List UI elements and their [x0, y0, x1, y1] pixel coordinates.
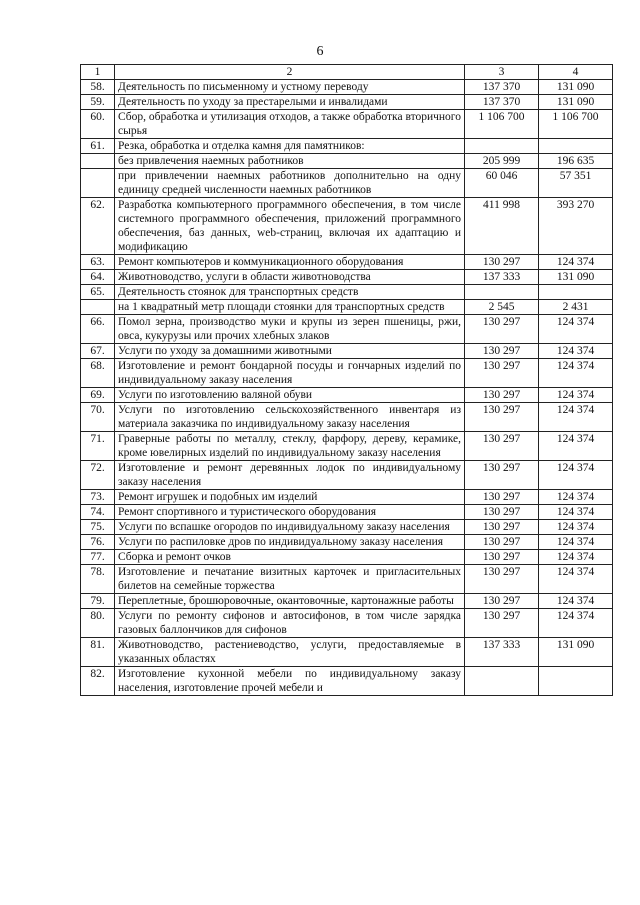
table-row — [81, 565, 613, 594]
table-row — [81, 270, 613, 285]
value-col-3 — [465, 667, 539, 696]
row-description: Изготовление и печатание визитных карточек и пригласительных билетов на семейные торжества — [115, 565, 465, 594]
row-number: 74. — [81, 505, 115, 520]
row-description: Помол зерна, производство муки и крупы из зерен пшеницы, ржи, овса, кукурузы или прочих хлебных злаков — [115, 315, 465, 344]
row-number: 66. — [81, 315, 115, 344]
table-row — [81, 95, 613, 110]
header-cell-4: 4 — [539, 65, 613, 80]
table-row — [81, 403, 613, 432]
row-description: Сборка и ремонт очков — [115, 550, 465, 565]
row-description: Деятельность стоянок для транспортных средств — [115, 285, 465, 300]
table-row — [81, 520, 613, 535]
row-number: 76. — [81, 535, 115, 550]
row-description: Деятельность по письменному и устному переводу — [115, 80, 465, 95]
value-col-4: 1 106 700 — [539, 110, 613, 139]
value-col-4: 124 374 — [539, 550, 613, 565]
value-col-3: 411 998 — [465, 198, 539, 255]
value-col-4: 124 374 — [539, 535, 613, 550]
value-col-4: 131 090 — [539, 95, 613, 110]
value-col-4: 124 374 — [539, 520, 613, 535]
row-description: без привлечения наемных работников — [115, 154, 465, 169]
row-number: 70. — [81, 403, 115, 432]
row-number — [81, 169, 115, 198]
row-description: Животноводство, растениеводство, услуги, предоставляемые в указанных областях — [115, 638, 465, 667]
value-col-3: 130 297 — [465, 388, 539, 403]
value-col-4: 124 374 — [539, 359, 613, 388]
value-col-4: 124 374 — [539, 490, 613, 505]
row-number: 59. — [81, 95, 115, 110]
table-row — [81, 461, 613, 490]
value-col-3: 130 297 — [465, 505, 539, 520]
value-col-4: 393 270 — [539, 198, 613, 255]
value-col-3: 130 297 — [465, 432, 539, 461]
value-col-3: 130 297 — [465, 550, 539, 565]
value-col-3: 2 545 — [465, 300, 539, 315]
value-col-3: 130 297 — [465, 565, 539, 594]
value-col-4: 124 374 — [539, 505, 613, 520]
tariff-table — [80, 64, 613, 696]
row-number: 61. — [81, 139, 115, 154]
value-col-4: 124 374 — [539, 344, 613, 359]
value-col-4: 131 090 — [539, 270, 613, 285]
table-row — [81, 667, 613, 696]
row-number: 67. — [81, 344, 115, 359]
value-col-4: 124 374 — [539, 403, 613, 432]
row-number: 72. — [81, 461, 115, 490]
row-number: 79. — [81, 594, 115, 609]
row-description: Изготовление кухонной мебели по индивидуальному заказу населения, изготовление прочей мебели и — [115, 667, 465, 696]
value-col-4: 124 374 — [539, 461, 613, 490]
row-description: Резка, обработка и отделка камня для памятников: — [115, 139, 465, 154]
value-col-4: 124 374 — [539, 609, 613, 638]
value-col-3: 130 297 — [465, 403, 539, 432]
value-col-4: 131 090 — [539, 80, 613, 95]
value-col-3: 130 297 — [465, 609, 539, 638]
row-number: 80. — [81, 609, 115, 638]
value-col-4: 124 374 — [539, 594, 613, 609]
row-description: Граверные работы по металлу, стеклу, фарфору, дереву, керамике, кроме ювелирных изделий по индивидуальному заказу населения — [115, 432, 465, 461]
table-row — [81, 255, 613, 270]
table-row — [81, 285, 613, 300]
value-col-4 — [539, 285, 613, 300]
row-description: Разработка компьютерного программного обеспечения, в том числе системного программного обеспечения, приложений программного обеспечения, баз данных, web-страниц, включая их адаптацию и модификацию — [115, 198, 465, 255]
value-col-3 — [465, 285, 539, 300]
header-cell-2: 2 — [115, 65, 465, 80]
value-col-3: 137 333 — [465, 638, 539, 667]
row-number: 65. — [81, 285, 115, 300]
table-row — [81, 388, 613, 403]
row-number: 62. — [81, 198, 115, 255]
row-description: Животноводство, услуги в области животноводства — [115, 270, 465, 285]
value-col-3: 130 297 — [465, 255, 539, 270]
row-number: 68. — [81, 359, 115, 388]
value-col-3: 137 370 — [465, 80, 539, 95]
row-description: Услуги по вспашке огородов по индивидуальному заказу населения — [115, 520, 465, 535]
value-col-3: 130 297 — [465, 359, 539, 388]
row-number: 82. — [81, 667, 115, 696]
row-description: Изготовление и ремонт деревянных лодок по индивидуальному заказу населения — [115, 461, 465, 490]
row-description: Ремонт игрушек и подобных им изделий — [115, 490, 465, 505]
table-row — [81, 609, 613, 638]
table-row — [81, 505, 613, 520]
table-row — [81, 344, 613, 359]
table-row — [81, 594, 613, 609]
header-cell-3: 3 — [465, 65, 539, 80]
value-col-3: 130 297 — [465, 461, 539, 490]
row-description: Услуги по распиловке дров по индивидуальному заказу населения — [115, 535, 465, 550]
value-col-3: 130 297 — [465, 520, 539, 535]
table-row — [81, 300, 613, 315]
row-number: 60. — [81, 110, 115, 139]
header-cell-1: 1 — [81, 65, 115, 80]
table-row — [81, 198, 613, 255]
table-row — [81, 535, 613, 550]
row-number: 81. — [81, 638, 115, 667]
value-col-3: 130 297 — [465, 594, 539, 609]
table-row — [81, 315, 613, 344]
value-col-4: 131 090 — [539, 638, 613, 667]
row-description: Ремонт компьютеров и коммуникационного оборудования — [115, 255, 465, 270]
row-number: 64. — [81, 270, 115, 285]
table-row — [81, 169, 613, 198]
page-number: 6 — [316, 44, 324, 59]
table-row — [81, 110, 613, 139]
value-col-3 — [465, 139, 539, 154]
value-col-3: 130 297 — [465, 535, 539, 550]
row-number: 69. — [81, 388, 115, 403]
row-number: 63. — [81, 255, 115, 270]
value-col-3: 205 999 — [465, 154, 539, 169]
table-row — [81, 359, 613, 388]
value-col-3: 130 297 — [465, 490, 539, 505]
value-col-4: 124 374 — [539, 432, 613, 461]
row-number: 77. — [81, 550, 115, 565]
row-description: Сбор, обработка и утилизация отходов, а также обработка вторичного сырья — [115, 110, 465, 139]
value-col-4: 57 351 — [539, 169, 613, 198]
row-number: 73. — [81, 490, 115, 505]
table-row — [81, 154, 613, 169]
value-col-3: 137 333 — [465, 270, 539, 285]
row-description: Переплетные, брошюровочные, окантовочные, картонажные работы — [115, 594, 465, 609]
value-col-4: 124 374 — [539, 565, 613, 594]
value-col-3: 130 297 — [465, 344, 539, 359]
table-row — [81, 432, 613, 461]
row-number: 58. — [81, 80, 115, 95]
value-col-4: 124 374 — [539, 255, 613, 270]
row-description: Услуги по ремонту сифонов и автосифонов, в том числе зарядка газовых баллончиков для сифонов — [115, 609, 465, 638]
value-col-4 — [539, 667, 613, 696]
value-col-3: 130 297 — [465, 315, 539, 344]
value-col-3: 137 370 — [465, 95, 539, 110]
value-col-3: 60 046 — [465, 169, 539, 198]
value-col-4: 124 374 — [539, 315, 613, 344]
row-description: Услуги по уходу за домашними животными — [115, 344, 465, 359]
row-number: 78. — [81, 565, 115, 594]
value-col-3: 1 106 700 — [465, 110, 539, 139]
table-row — [81, 490, 613, 505]
table-row — [81, 80, 613, 95]
row-description: на 1 квадратный метр площади стоянки для транспортных средств — [115, 300, 465, 315]
table-row — [81, 638, 613, 667]
row-description: Ремонт спортивного и туристического оборудования — [115, 505, 465, 520]
value-col-4: 196 635 — [539, 154, 613, 169]
row-description: Услуги по изготовлению сельскохозяйственного инвентаря из материала заказчика по индивидуальному заказу населения — [115, 403, 465, 432]
value-col-4: 124 374 — [539, 388, 613, 403]
value-col-4 — [539, 139, 613, 154]
row-number — [81, 154, 115, 169]
row-number — [81, 300, 115, 315]
table-header-row — [81, 65, 613, 80]
table-row — [81, 139, 613, 154]
table-row — [81, 550, 613, 565]
row-description: Деятельность по уходу за престарелыми и инвалидами — [115, 95, 465, 110]
value-col-4: 2 431 — [539, 300, 613, 315]
row-description: Услуги по изготовлению валяной обуви — [115, 388, 465, 403]
row-description: при привлечении наемных работников дополнительно на одну единицу средней численности наемных работников — [115, 169, 465, 198]
row-number: 71. — [81, 432, 115, 461]
row-description: Изготовление и ремонт бондарной посуды и гончарных изделий по индивидуальному заказу населения — [115, 359, 465, 388]
row-number: 75. — [81, 520, 115, 535]
